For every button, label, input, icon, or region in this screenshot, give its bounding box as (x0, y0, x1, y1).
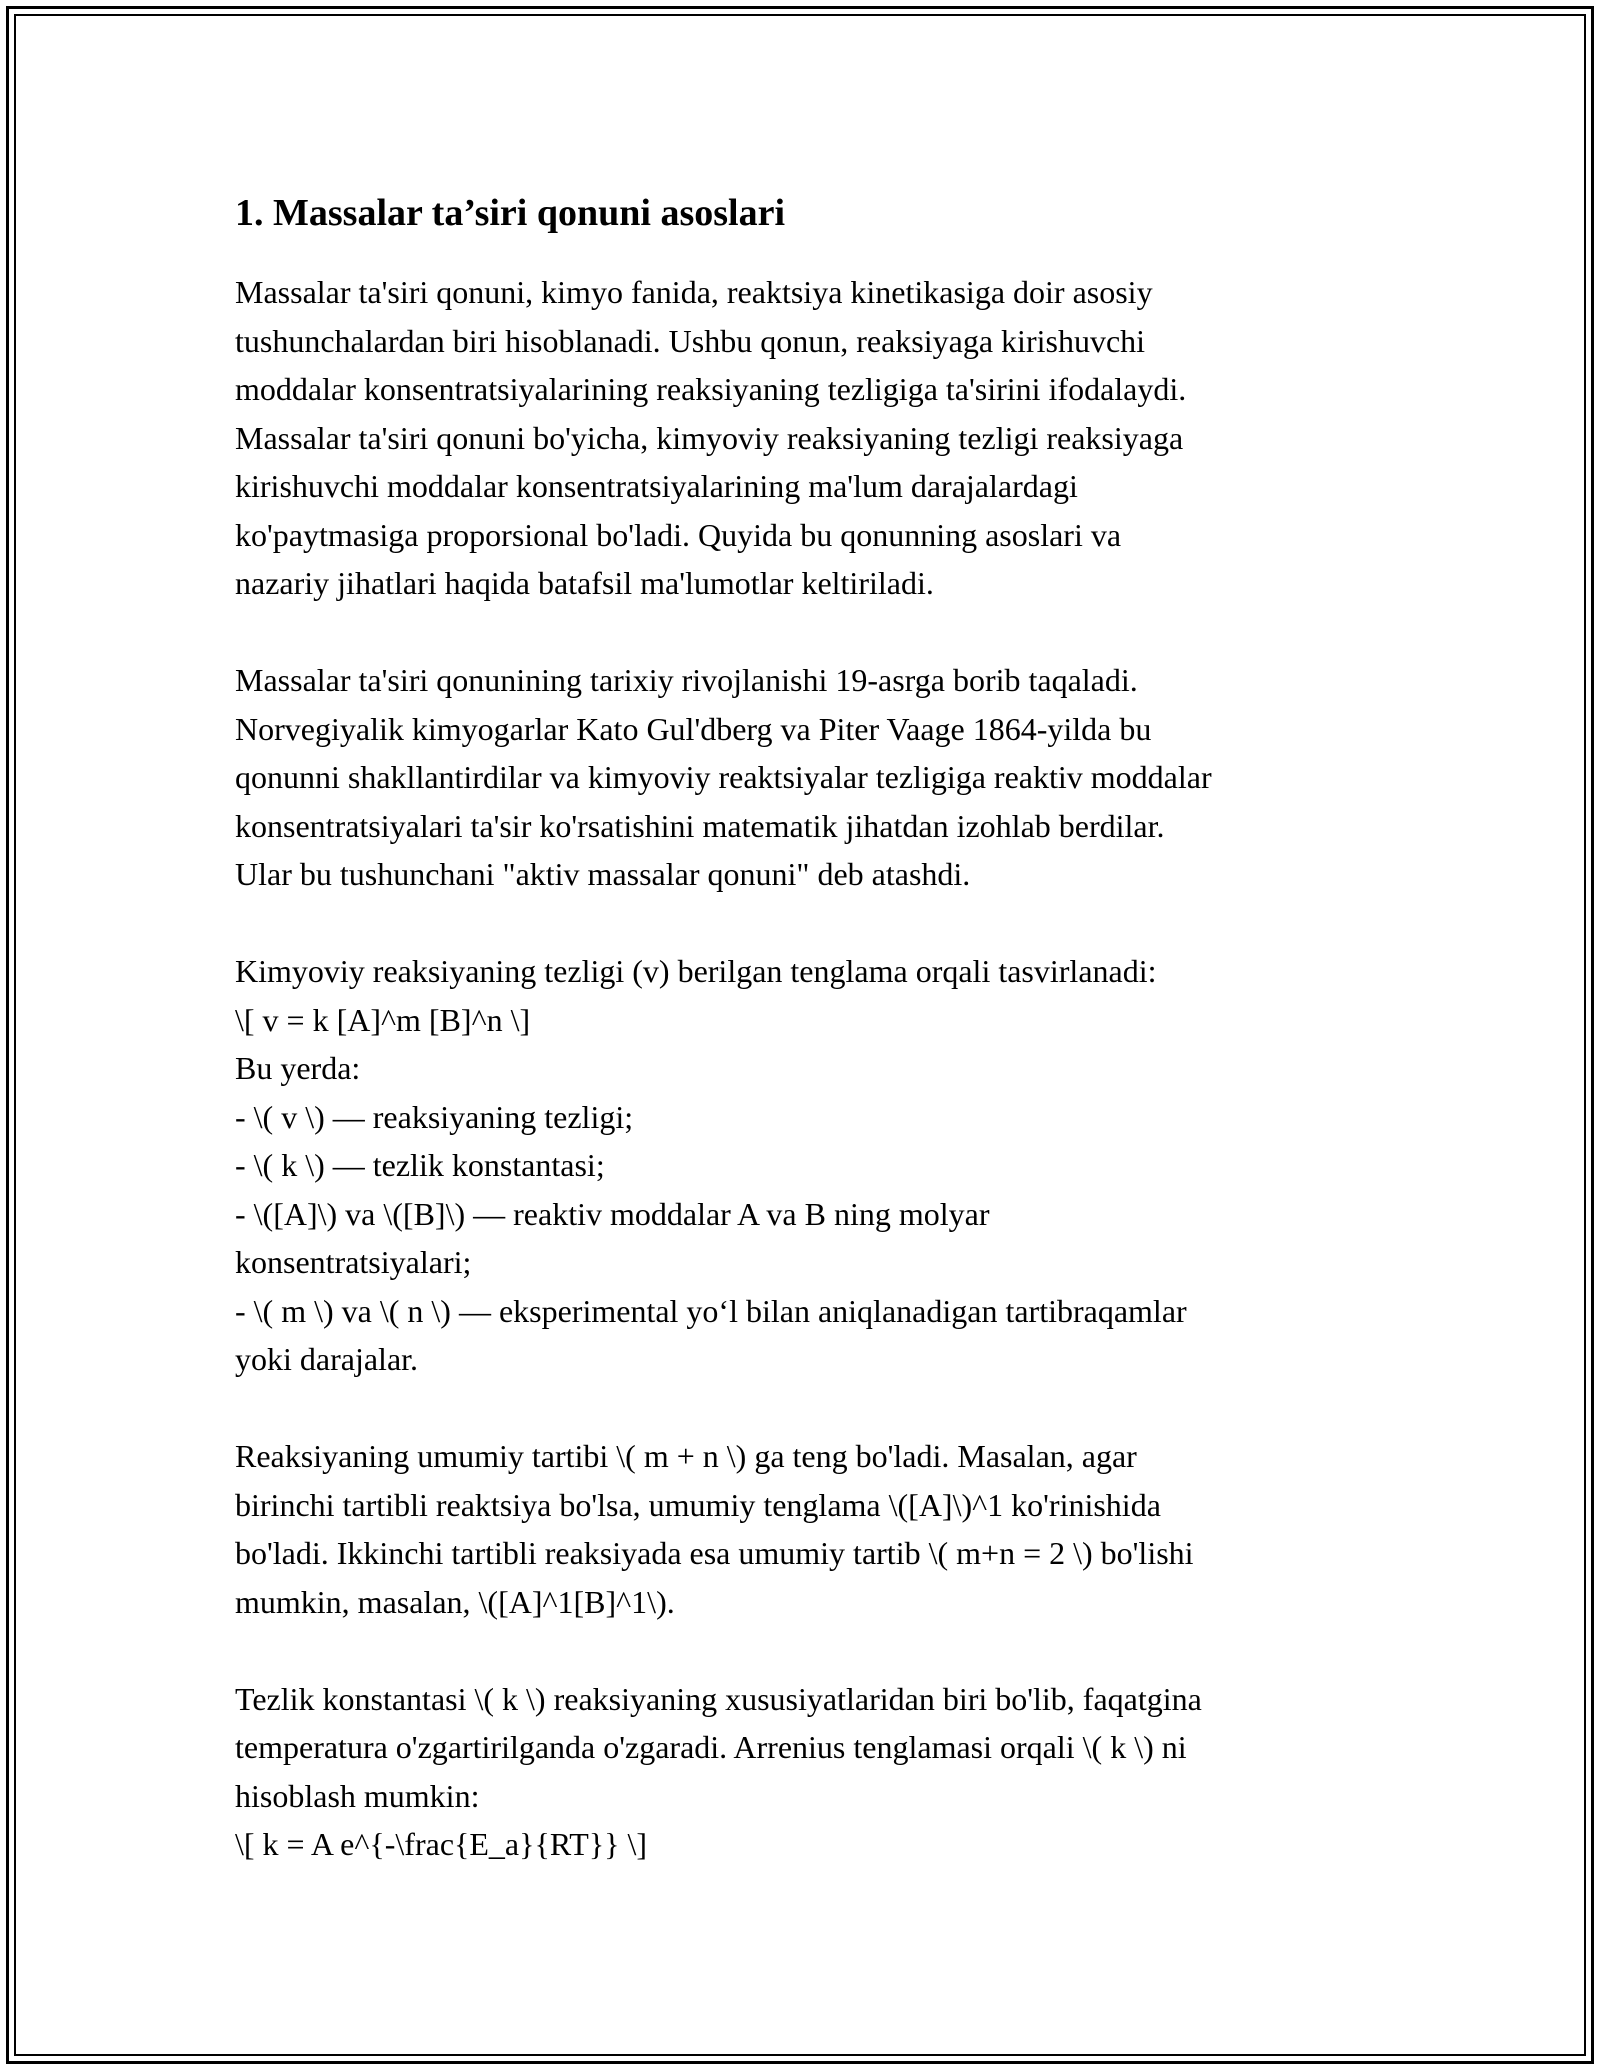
paragraph-gap (235, 1384, 1385, 1433)
text-line: Ular bu tushunchani "aktiv massalar qonuni" deb atashdi. (235, 856, 971, 892)
paragraph-rate-constant (235, 1675, 1385, 1869)
paragraph-intro (235, 268, 1385, 608)
section-heading: 1. Massalar ta’siri qonuni asoslari (235, 192, 785, 234)
text-line: Reaksiyaning umumiy tartibi \( m + n \) ga teng bo'ladi. Masalan, agar (235, 1438, 1137, 1474)
list-item: - \( k \) — tezlik konstantasi; (235, 1147, 605, 1183)
text-line: Kimyoviy reaksiyaning tezligi (v) berilgan tenglama orqali tasvirlanadi: (235, 953, 1157, 989)
text-line: Bu yerda: (235, 1050, 361, 1086)
text-line: Massalar ta'siri qonuni, kimyo fanida, reaktsiya kinetikasiga doir asosiy (235, 274, 1153, 310)
text-line: hisoblash mumkin: (235, 1777, 480, 1814)
text-line: qonunni shakllantirdilar va kimyoviy reaktsiyalar tezligiga reaktiv moddalar (235, 759, 1212, 795)
text-line: konsentratsiyalari ta'sir ko'rsatishini matematik jihatdan izohlab berdilar. (235, 807, 1165, 844)
text-line: ko'paytmasiga proporsional bo'ladi. Quyida bu qonunning asoslari va (235, 516, 1122, 553)
text-line: mumkin, masalan, \([A]^1[B]^1\). (235, 1583, 675, 1620)
text-line: Norvegiyalik kimyogarlar Kato Gul'dberg va Piter Vaage 1864-yilda bu (235, 710, 1152, 747)
paragraph-gap (235, 1626, 1385, 1675)
text-line: Massalar ta'siri qonunining tarixiy rivojlanishi 19-asrga borib taqaladi. (235, 662, 1138, 698)
paragraph-gap (235, 899, 1385, 948)
paragraph-reaction-order (235, 1432, 1385, 1626)
text-line: bo'ladi. Ikkinchi tartibli reaksiyada esa umumiy tartib \( m+n = 2 \) bo'lishi (235, 1535, 1194, 1571)
text-line: kirishuvchi moddalar konsentratsiyalarining ma'lum darajalardagi (235, 468, 1078, 504)
text-line: temperatura o'zgartirilganda o'zgaradi. Arrenius tenglamasi orqali \( k \) ni (235, 1729, 1187, 1765)
text-line: moddalar konsentratsiyalarining reaksiyaning tezligiga ta'sirini ifodalaydi. (235, 371, 1187, 407)
paragraph-gap (235, 608, 1385, 657)
text-line: konsentratsiyalari; (235, 1244, 472, 1280)
formula-line: \[ v = k [A]^m [B]^n \] (235, 1001, 531, 1038)
text-line: yoki darajalar. (235, 1341, 419, 1377)
paragraph-rate-equation (235, 947, 1385, 1384)
list-item: - \([A]\) va \([B]\) — reaktiv moddalar A va B ning molyar (235, 1195, 990, 1232)
document-body (235, 185, 1385, 1869)
text-line: Tezlik konstantasi \( k \) reaksiyaning xususiyatlaridan biri bo'lib, faqatgina (235, 1680, 1202, 1717)
text-line: nazariy jihatlari haqida batafsil ma'lumotlar keltiriladi. (235, 565, 934, 601)
text-line: tushunchalardan biri hisoblanadi. Ushbu qonun, reaksiyaga kirishuvchi (235, 322, 1146, 359)
list-item: - \( m \) va \( n \) — eksperimental yo‘l bilan aniqlanadigan tartibraqamlar (235, 1292, 1187, 1329)
text-line: birinchi tartibli reaktsiya bo'lsa, umumiy tenglama \([A]\)^1 ko'rinishida (235, 1486, 1161, 1523)
paragraph-history (235, 656, 1385, 899)
text-line: Massalar ta'siri qonuni bo'yicha, kimyoviy reaksiyaning tezligi reaksiyaga (235, 419, 1184, 456)
list-item: - \( v \) — reaksiyaning tezligi; (235, 1098, 634, 1135)
formula-line: \[ k = A e^{-\frac{E_a}{RT}} \] (235, 1826, 648, 1862)
